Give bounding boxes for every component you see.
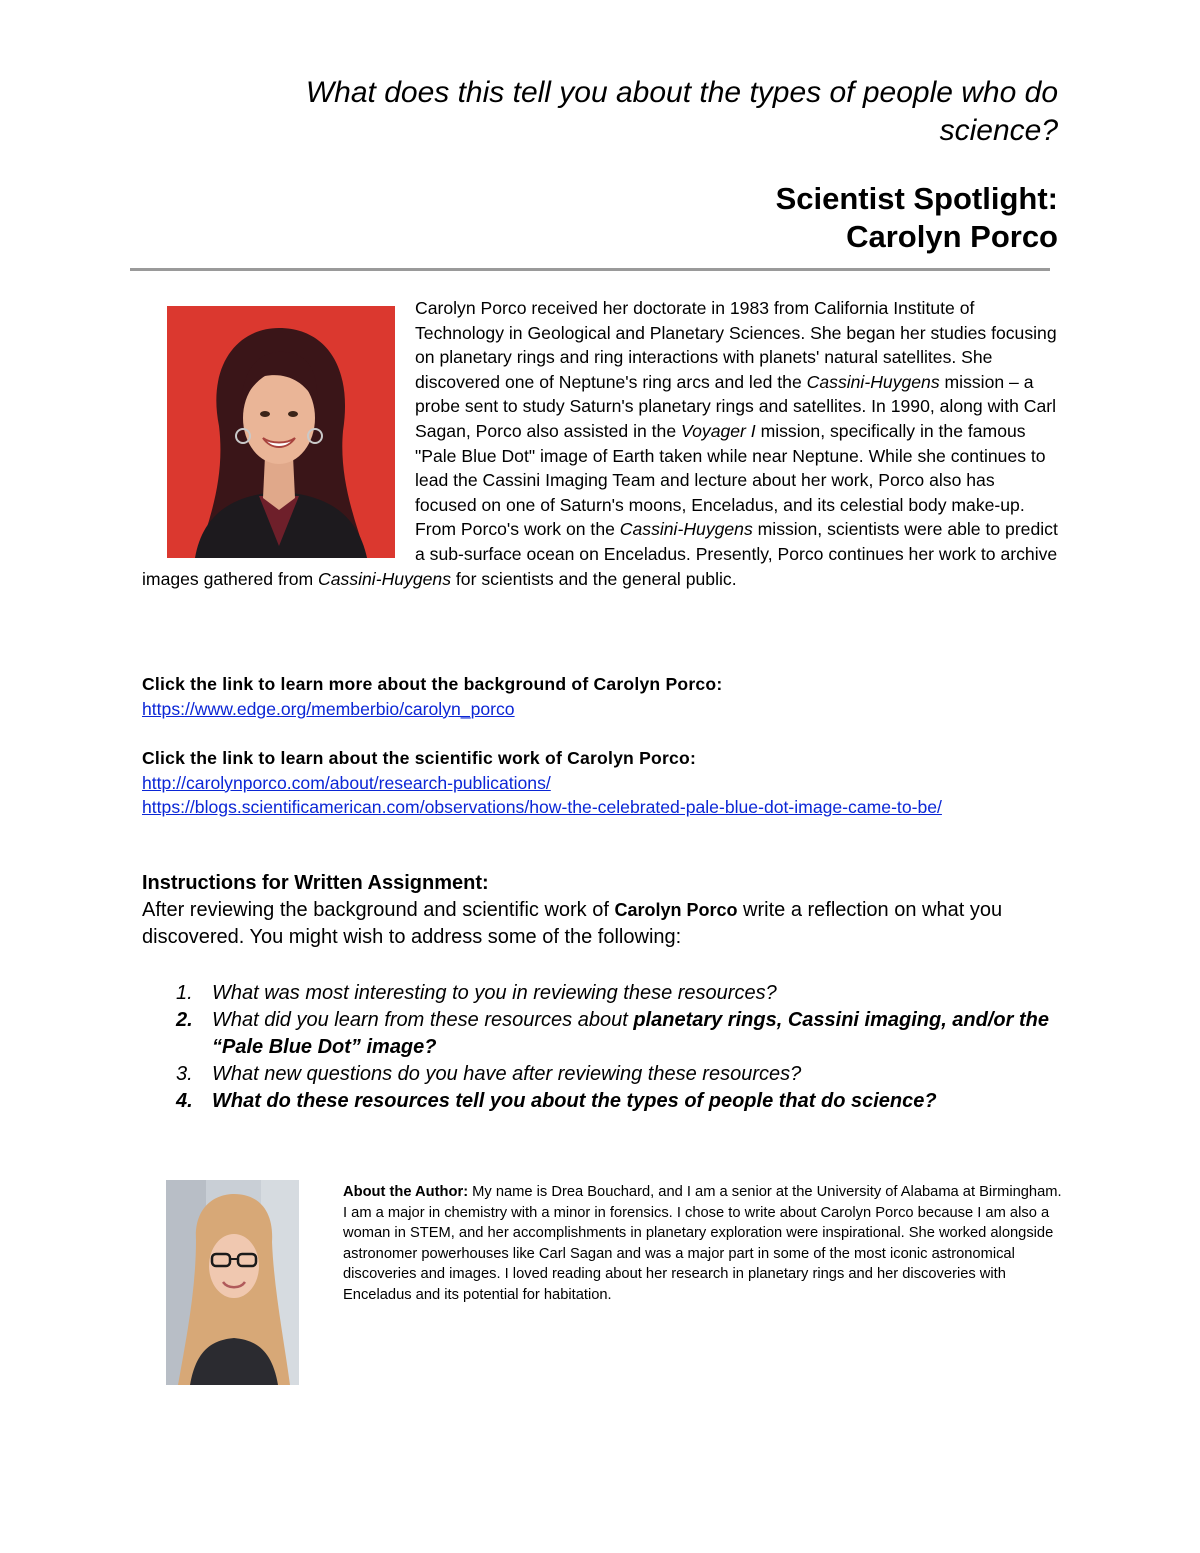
list-item <box>142 1088 1058 1115</box>
pale-blue-dot-article-link[interactable]: https://blogs.scientificamerican.com/observations/how-the-celebrated-pale-blue-dot-image-came-to-be/ <box>142 797 942 818</box>
instructions-text-b: write a reflection on what you discovered. You might wish to address some of the following: <box>142 899 1003 948</box>
list-item <box>142 980 1058 1007</box>
author-text: My name is Drea Bouchard, and I am a senior at the University of Alabama at Birmingham. I am a major in chemistry with a minor in forensics. I chose to write about Carolyn Porco because I am also a woman in STEM, and her accomplishments in planetary exploration were inspirational. She worked alongside astronomer powerhouses like Carl Sagan and was a major part in some of the most iconic astronomical discoveries and images. I loved reading about her research in planetary rings and her discoveries with Enceladus and its potential for habitation. <box>343 1184 1062 1303</box>
question-text: What was most interesting to you in reviewing these resources? <box>212 982 777 1004</box>
mission-name: Cassini-Huygens <box>619 519 753 540</box>
question-number: 3. <box>176 1063 193 1085</box>
question-text: What new questions do you have after reviewing these resources? <box>212 1063 802 1085</box>
question-text: What did you learn from these resources about <box>212 1009 634 1031</box>
instructions-section <box>142 870 1058 951</box>
scientist-portrait-photo <box>167 306 395 558</box>
bio-text-2: mission – a probe sent to study Saturn's planetary rings and satellites. In 1990, along with Carl Sagan, Porco also assisted in the <box>415 371 1057 441</box>
question-number: 4. <box>176 1090 193 1112</box>
mission-name: Cassini-Huygens <box>806 371 940 392</box>
question-emphasis: planetary rings, Cassini imaging, and/or the “Pale Blue Dot” image? <box>212 1009 1049 1058</box>
list-item <box>142 1061 1058 1088</box>
mission-name: Cassini-Huygens <box>318 568 452 589</box>
work-link-label: Click the link to learn about the scientific work of Carolyn Porco: <box>142 748 697 768</box>
mission-name: Voyager I <box>681 420 756 441</box>
instructions-heading: Instructions for Written Assignment: <box>142 872 489 894</box>
question-number: 2. <box>176 1009 193 1031</box>
bio-text-5: for scientists and the general public. <box>451 568 737 589</box>
horizontal-divider <box>130 268 1050 271</box>
bio-text-4: mission, scientists were able to predict a sub-surface ocean on Enceladus. Presently, Porco continues her work to archive images gathered from <box>142 519 1058 589</box>
bio-text-3: mission, specifically in the famous "Pale Blue Dot" image of Earth taken while near Neptune. While she continues to lead the Cassini Imaging Team and lecture about her work, Porco also has focused on one of Saturn's moons, Enceladus, and its celestial body make-up. From Porco's work on the <box>415 420 1046 540</box>
spotlight-label: Scientist Spotlight: <box>775 181 1058 216</box>
scientist-name: Carolyn Porco <box>846 219 1058 254</box>
instructions-text <box>142 897 1058 951</box>
question-list <box>142 980 1058 1115</box>
reflection-prompt: What does this tell you about the types of people who do science? <box>305 76 1058 147</box>
scientist-name-inline: Carolyn Porco <box>614 900 738 920</box>
background-links-section <box>142 672 1058 721</box>
author-portrait-photo <box>166 1180 299 1385</box>
research-publications-link[interactable]: http://carolynporco.com/about/research-publications/ <box>142 772 551 793</box>
author-label: About the Author: <box>343 1184 469 1200</box>
spotlight-title <box>300 180 1058 256</box>
biography-section <box>142 296 1058 591</box>
question-text: What do these resources tell you about the types of people that do science? <box>212 1090 937 1112</box>
instructions-text-a: After reviewing the background and scientific work of <box>142 899 615 921</box>
about-the-author <box>343 1182 1063 1305</box>
background-link-label: Click the link to learn more about the background of Carolyn Porco: <box>142 674 723 694</box>
work-links-section <box>142 746 1058 820</box>
bio-text-1: Carolyn Porco received her doctorate in 1983 from California Institute of Technology in Geological and Planetary Sciences. She began her studies focusing on planetary rings and ring interactions with planets' natural satellites. She discovered one of Neptune's ring arcs and led the <box>415 298 1057 392</box>
list-item <box>142 1007 1058 1061</box>
edge-bio-link[interactable]: https://www.edge.org/memberbio/carolyn_porco <box>142 698 515 719</box>
question-number: 1. <box>176 982 193 1004</box>
